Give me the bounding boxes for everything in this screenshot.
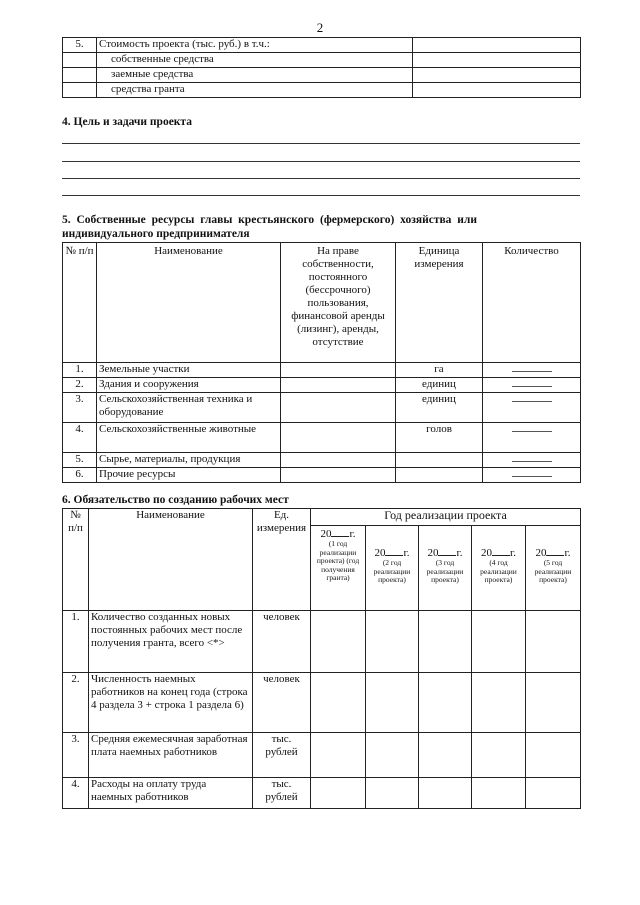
table-row — [63, 453, 581, 468]
indicator-unit: человек — [253, 673, 311, 733]
resource-name: Сельскохозяйственная техника и оборудование — [97, 393, 281, 423]
section-6-title: 6. Обязательство по созданию рабочих мест — [62, 494, 289, 506]
row-number: 2. — [63, 673, 89, 733]
header-year-5: 20 г. (5 год реализации проекта) — [526, 526, 581, 611]
header-unit: Единица измерения — [396, 243, 483, 363]
table-row — [63, 733, 581, 778]
section-5-title-continued: индивидуального предпринимателя — [62, 228, 250, 240]
resource-unit: голов — [396, 423, 483, 453]
table-row — [63, 468, 581, 483]
header-year-3: 20 г. (3 год реализации проекта) — [419, 526, 472, 611]
table-row — [63, 673, 581, 733]
row-number: 1. — [63, 363, 97, 378]
indicator-name: Расходы на оплату труда наемных работников — [89, 778, 253, 809]
table-row — [63, 423, 581, 453]
table-row — [63, 83, 581, 98]
header-name: Наименование — [97, 243, 281, 363]
page-number: 2 — [316, 20, 324, 35]
resource-unit: единиц — [396, 393, 483, 423]
resource-name: Земельные участки — [97, 363, 281, 378]
resource-unit — [396, 453, 483, 468]
resource-name: Сельскохозяйственные животные — [97, 423, 281, 453]
sub-item-label: средства гранта — [97, 83, 413, 98]
header-year-1: 20 г. (1 год реализации проекта) (год получения гранта) — [311, 526, 366, 611]
row-number: 3. — [63, 393, 97, 423]
resource-unit: га — [396, 363, 483, 378]
blank-line — [62, 195, 580, 196]
sub-item-label: заемные средства — [97, 68, 413, 83]
section-4-title: 4. Цель и задачи проекта — [62, 116, 192, 128]
table-row — [63, 68, 581, 83]
indicator-unit: человек — [253, 611, 311, 673]
resource-name: Здания и сооружения — [97, 378, 281, 393]
header-unit: Ед. измерения — [253, 509, 311, 611]
header-num: № п/п — [63, 509, 89, 611]
sub-item-label: собственные средства — [97, 53, 413, 68]
header-year-group: Год реализации проекта — [311, 509, 581, 526]
row-number: 3. — [63, 733, 89, 778]
header-name: Наименование — [89, 509, 253, 611]
resource-unit — [396, 468, 483, 483]
header-year-2: 20 г. (2 год реализации проекта) — [366, 526, 419, 611]
table-row — [63, 363, 581, 378]
row-number: 5. — [63, 453, 97, 468]
value-cell — [413, 38, 581, 53]
table-row — [63, 611, 581, 673]
row-label: Стоимость проекта (тыс. руб.) в т.ч.: — [97, 38, 413, 53]
row-number: 6. — [63, 468, 97, 483]
resource-name: Сырье, материалы, продукция — [97, 453, 281, 468]
resource-unit: единиц — [396, 378, 483, 393]
table-row — [63, 53, 581, 68]
blank-line — [62, 178, 580, 179]
header-quantity: Количество — [483, 243, 581, 363]
header-num: № п/п — [63, 243, 97, 363]
header-ownership: На праве собственности, постоянного (бессрочного) пользования, финансовой аренды (лизинг), аренды, отсутствие — [281, 243, 396, 363]
row-number: 1. — [63, 611, 89, 673]
table-header-row — [63, 243, 581, 363]
indicator-name: Численность наемных работников на конец года (строка 4 раздела 3 + строка 1 раздела 6) — [89, 673, 253, 733]
indicator-unit: тыс. рублей — [253, 733, 311, 778]
blank-line — [62, 143, 580, 144]
row-number: 4. — [63, 423, 97, 453]
jobs-commitment-table — [62, 508, 581, 809]
table-row — [63, 38, 581, 53]
section-5-title: 5. Собственные ресурсы главы крестьянского (фермерского) хозяйства или — [62, 214, 478, 226]
header-year-4: 20 г. (4 год реализации проекта) — [472, 526, 526, 611]
row-number: 4. — [63, 778, 89, 809]
table-header-row — [63, 509, 581, 526]
table-row — [63, 778, 581, 809]
blank-line — [62, 161, 580, 162]
row-number: 2. — [63, 378, 97, 393]
table-row — [63, 378, 581, 393]
indicator-unit: тыс. рублей — [253, 778, 311, 809]
resource-name: Прочие ресурсы — [97, 468, 281, 483]
indicator-name: Количество созданных новых постоянных рабочих мест после получения гранта, всего <*> — [89, 611, 253, 673]
row-number: 5. — [63, 38, 97, 53]
own-resources-table — [62, 242, 581, 483]
project-cost-table — [62, 37, 581, 98]
table-row — [63, 393, 581, 423]
indicator-name: Средняя ежемесячная заработная плата наемных работников — [89, 733, 253, 778]
